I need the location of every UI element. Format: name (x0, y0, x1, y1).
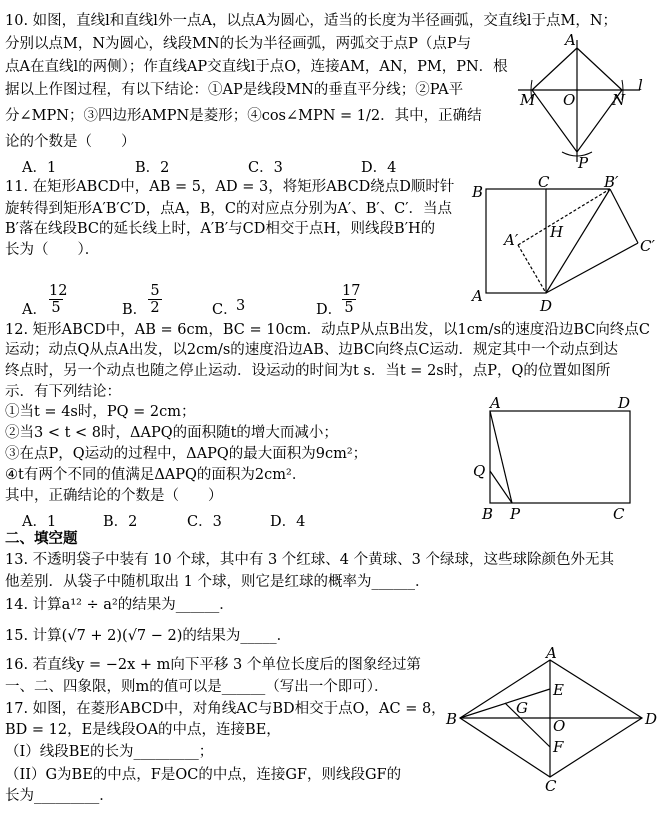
q11-rotation-figure (470, 175, 655, 315)
q11-label-b1: B′ (604, 173, 619, 191)
q10-option-c: C．3 (248, 160, 283, 176)
q11-option-b-frac (148, 283, 162, 316)
q16-line-2: 一、二、四象限，则m的值可以是______（写出一个即可）． (5, 679, 389, 695)
q13-line-1: 13. 不透明袋子中装有 10 个球，其中有 3 个红球、4 个黄球、3 个绿球，这些球除颜色外无其 (5, 552, 614, 568)
q16-line-1: 16. 若直线y = −2x + m向下平移 3 个单位长度后的图象经过第 (5, 657, 421, 673)
q11-label-c1: C′ (640, 237, 655, 255)
q14-line: 14. 计算a¹² ÷ a²的结果为______． (5, 597, 234, 613)
q12-line-6: ②当3 < t < 8时，ΔAPQ的面积随t的增大而减小； (5, 425, 338, 441)
q12-line-5: ①当t = 4s时，PQ = 2cm； (5, 404, 196, 420)
q10-label-m: M (520, 91, 536, 109)
q11-option-c-letter: C． (212, 302, 238, 318)
q12-label-p: P (510, 505, 521, 523)
q17-label-o: O (553, 717, 566, 735)
q17-line-5: 长为_________． (5, 788, 114, 804)
q12-label-q: Q (473, 462, 486, 480)
q12-rectangle-figure (470, 393, 645, 523)
q11-label-c: C (538, 173, 550, 191)
q11-line-3: B′落在线段BC的延长线上时，A′B′与CD相交于点H，则线段B′H的 (5, 221, 436, 237)
q11-option-d-num: 17 (342, 283, 361, 299)
q10-line-3: 点A在直线l的两侧）；作直线AP交直线l于点O，连接AM，AN，PM，PN．根 (5, 59, 508, 75)
q10-line-2: 分别以点M，N为圆心，线段MN的长为半径画弧，两弧交于点P（点P与 (5, 36, 472, 52)
q12-label-d: D (618, 394, 631, 412)
q17-rhombus-figure (446, 644, 658, 795)
q11-line-a1b1 (518, 189, 610, 245)
q11-line-4: 长为（ ）． (5, 242, 100, 258)
q10-option-b: B．2 (135, 160, 170, 176)
q10-label-n: N (612, 91, 626, 109)
q17-line-1: 17. 如图，在菱形ABCD中，对角线AC与BD相交于点O，AC = 8， (5, 701, 446, 717)
q11-option-b-letter: B． (122, 302, 148, 318)
q12-label-b: B (482, 505, 494, 523)
q12-label-a: A (490, 394, 501, 412)
q11-line-2: 旋转得到矩形A′B′C′D，点A，B，C的对应点分别为A′、B′、C′．当点 (5, 201, 453, 217)
q17-label-c: C (545, 777, 557, 795)
q11-label-b: B (472, 183, 484, 201)
q10-label-l: l (638, 76, 643, 94)
q10-option-a: A．1 (22, 160, 57, 176)
q10-label-a: A (565, 31, 576, 49)
q11-option-d-den: 5 (344, 300, 354, 316)
q10-label-o: O (563, 91, 576, 109)
q11-option-d-frac (342, 283, 361, 316)
q12-option-c: C．3 (187, 514, 222, 530)
q12-option-a: A．1 (22, 514, 57, 530)
q10-kite-figure (510, 30, 650, 170)
q17-label-b: B (446, 710, 458, 728)
section-fill-in-heading: 二、填空题 (5, 530, 78, 547)
q11-option-a-letter: A． (22, 302, 47, 318)
q11-option-a-frac (49, 283, 68, 316)
q12-line-8: ④t有两个不同的值满足ΔAPQ的面积为2cm²． (5, 467, 307, 483)
q10-line-4: 据以上作图过程，有以下结论：①AP是线段MN的垂直平分线；②PA平 (5, 82, 464, 98)
q11-option-a-num: 12 (49, 283, 68, 299)
q12-option-b: B．2 (103, 514, 138, 530)
q10-line-6: 论的个数是（ ） (5, 134, 136, 150)
q10-line-5: 分∠MPN；③四边形AMPN是菱形；④cos∠MPN = 1/2．其中，正确结 (5, 108, 482, 124)
q12-line-3: 终点时，另一个动点也随之停止运动．设运动的时间为t s．当t = 2s时，点P，Q的位置如图所 (5, 363, 611, 379)
q17-line-4: （II）G为BE的中点，F是OC的中点，连接GF，则线段GF的 (5, 767, 402, 783)
q11-line-a1d (518, 245, 546, 293)
q11-option-d-letter: D． (316, 302, 343, 318)
q11-line-c1d (546, 243, 638, 293)
q11-option-c-value: 3 (236, 298, 246, 314)
q11-label-h: H (550, 223, 564, 241)
q12-line-4: 示．有下列结论： (5, 384, 121, 400)
q12-line-2: 运动；动点Q从点A出发，以2cm/s的速度沿边AB、边BC向终点C运动．规定其中一个动点到达 (5, 342, 619, 358)
q11-label-a: A (472, 287, 483, 305)
q12-line-9: 其中，正确结论的个数是（ ） (5, 488, 223, 504)
q12-option-d: D．4 (270, 514, 306, 530)
q10-label-p: P (578, 154, 589, 172)
q12-line-7: ③在点P，Q运动的过程中，ΔAPQ的最大面积为9cm²； (5, 446, 368, 462)
q17-label-g: G (516, 699, 528, 717)
q17-label-a: A (546, 644, 557, 662)
q10-option-d: D．4 (361, 160, 397, 176)
q17-label-d: D (645, 710, 658, 728)
q11-line-1: 11. 在矩形ABCD中，AB = 5，AD = 3，将矩形ABCD绕点D顺时针 (5, 179, 455, 195)
q15-line: 15. 计算(√7 + 2)(√7 − 2)的结果为_____． (5, 628, 292, 644)
q12-rect-abcd (490, 411, 630, 503)
q11-option-b-num: 5 (148, 283, 162, 300)
q17-line-2: BD = 12，E是线段OA的中点，连接BE， (5, 722, 281, 738)
q12-line-1: 12. 矩形ABCD中，AB = 6cm，BC = 10cm．动点P从点B出发，以1cm/s的速度沿边BC向终点C (5, 322, 651, 338)
q17-label-e: E (553, 681, 564, 699)
q11-option-a-den: 5 (51, 300, 61, 316)
q11-label-a1: A′ (504, 231, 519, 249)
q11-option-b-den: 2 (150, 300, 160, 316)
q11-line-b1c1 (610, 189, 638, 243)
q11-line-db1 (546, 189, 610, 293)
q10-line-1: 10. 如图，直线l和直线l外一点A，以点A为圆心，适当的长度为半径画弧，交直线l于点M，N； (5, 13, 618, 29)
q12-line-ap (490, 411, 512, 503)
q13-line-2: 他差别．从袋子中随机取出 1 个球，则它是红球的概率为______． (5, 574, 430, 590)
q17-label-f: F (553, 738, 564, 756)
q12-label-c: C (613, 505, 625, 523)
q11-label-d: D (540, 297, 553, 315)
q17-line-3: （I）线段BE的长为_________； (5, 744, 214, 760)
